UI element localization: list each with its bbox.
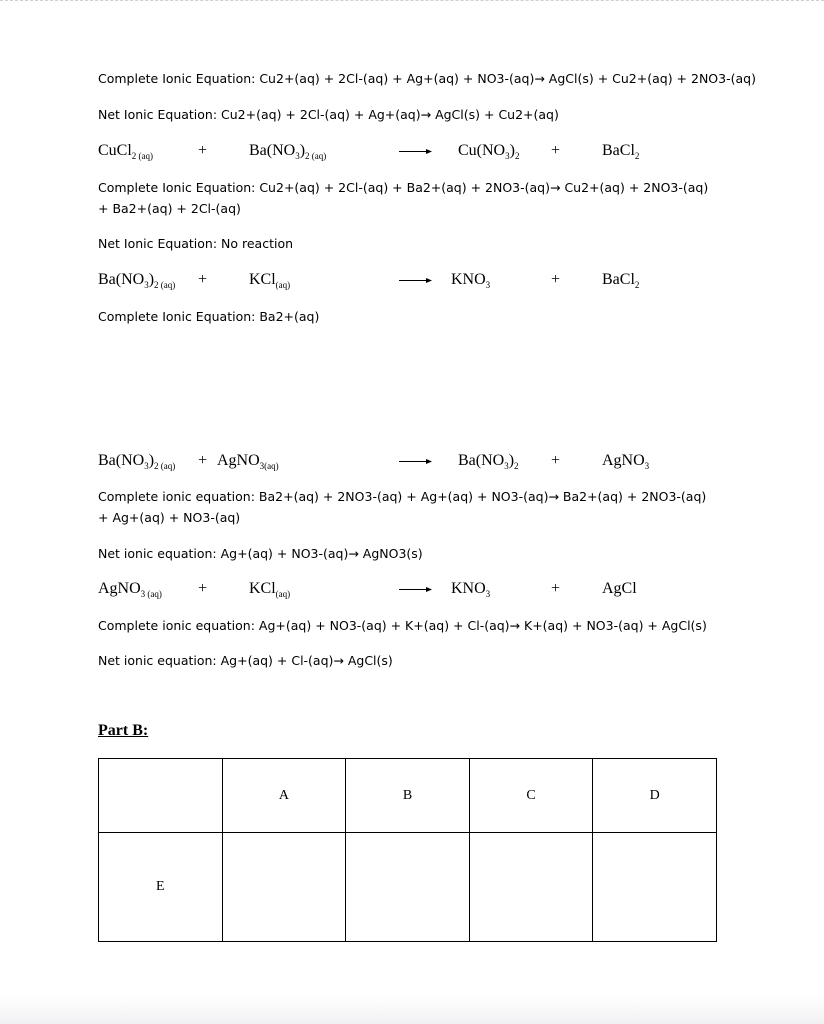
table-cell — [99, 759, 223, 833]
product-1: $KNO_3$ — [451, 580, 491, 600]
product-1: $KNO_3$ — [451, 271, 491, 291]
results-table — [98, 758, 717, 942]
table-header-cell: A — [222, 759, 346, 833]
reaction-arrow-icon — [399, 147, 432, 156]
page-top-border — [0, 0, 824, 1]
net-ionic-equation-4: Net ionic equation: Ag+(aq) + NO3-(aq)→ AgNO3(s) — [98, 546, 423, 561]
net-ionic-equation-2: Net Ionic Equation: No reaction — [98, 236, 294, 251]
product-2: AgNO$_3$ — [602, 452, 650, 472]
plus-sign: + — [551, 142, 561, 159]
plus-sign: + — [198, 580, 208, 597]
plus-sign: + — [551, 580, 561, 597]
complete-ionic-equation-4: Complete ionic equation: Ba2+(aq) + 2NO3-(aq) + Ag+(aq) + NO3-(aq)→ Ba2+(aq) + 2NO3-(aq) + Ag+(aq) + NO3-(aq) — [98, 489, 707, 525]
complete-ionic-equation-2: Complete Ionic Equation: Cu2+(aq) + 2Cl-(aq) + Ba2+(aq) + 2NO3-(aq)→ Cu2+(aq) + 2NO3-(aq) + Ba2+(aq) + 2Cl-(aq) — [98, 180, 709, 216]
product-2: AgCl — [602, 580, 637, 597]
reactant-2: $Ba(NO_3)_2$ $_{(aq)}$ — [249, 142, 327, 162]
table-cell — [469, 833, 593, 942]
plus-sign: + — [198, 271, 208, 288]
table-row — [99, 759, 717, 833]
reactant-2: KCl$_{(aq)}$ — [249, 580, 291, 600]
reaction-arrow-icon — [399, 585, 432, 594]
reactant-1: AgNO$_3$ $_{(aq)}$ — [98, 580, 162, 600]
table-row — [99, 833, 717, 942]
table-header-cell: C — [469, 759, 593, 833]
plus-sign: + — [198, 452, 208, 469]
plus-sign: + — [551, 452, 561, 469]
complete-ionic-equation-3: Complete Ionic Equation: Ba2+(aq) — [98, 309, 320, 324]
plus-sign: + — [198, 142, 208, 159]
net-ionic-equation-5: Net ionic equation: Ag+(aq) + Cl-(aq)→ AgCl(s) — [98, 653, 393, 668]
page-bottom-edge — [0, 996, 824, 1024]
table-cell — [593, 833, 717, 942]
part-b-heading: Part B: — [98, 722, 149, 739]
complete-ionic-equation-1: Complete Ionic Equation: Cu2+(aq) + 2Cl-(aq) + Ag+(aq) + NO3-(aq)→ AgCl(s) + Cu2+(aq) + 2NO3-(aq) — [98, 71, 756, 86]
reactant-1: $Ba(NO_3)_2$ $_{(aq)}$ — [98, 271, 176, 291]
table-header-cell: B — [346, 759, 470, 833]
table-row-label: E — [99, 833, 223, 942]
reaction-arrow-icon — [399, 457, 432, 466]
reactant-2: AgNO$_{3(aq)}$ — [217, 452, 279, 472]
complete-ionic-equation-5: Complete ionic equation: Ag+(aq) + NO3-(aq) + K+(aq) + Cl-(aq)→ K+(aq) + NO3-(aq) + AgCl(s) — [98, 618, 707, 633]
product-1: $Ba(NO_3)_2$ — [458, 452, 519, 472]
product-2: BaCl$_2$ — [602, 271, 640, 291]
table-header-cell: D — [593, 759, 717, 833]
net-ionic-equation-1: Net Ionic Equation: Cu2+(aq) + 2Cl-(aq) + Ag+(aq)→ AgCl(s) + Cu2+(aq) — [98, 107, 559, 122]
plus-sign: + — [551, 271, 561, 288]
reactant-2: KCl$_{(aq)}$ — [249, 271, 291, 291]
reactant-1: $Ba(NO_3)_2$ $_{(aq)}$ — [98, 452, 176, 472]
table-cell — [222, 833, 346, 942]
table-cell — [346, 833, 470, 942]
reaction-arrow-icon — [399, 276, 432, 285]
product-1: $Cu(NO_3)_2$ — [458, 142, 520, 162]
reactant-1: CuCl$_2$ $_{(aq)}$ — [98, 142, 154, 162]
product-2: BaCl$_2$ — [602, 142, 640, 162]
